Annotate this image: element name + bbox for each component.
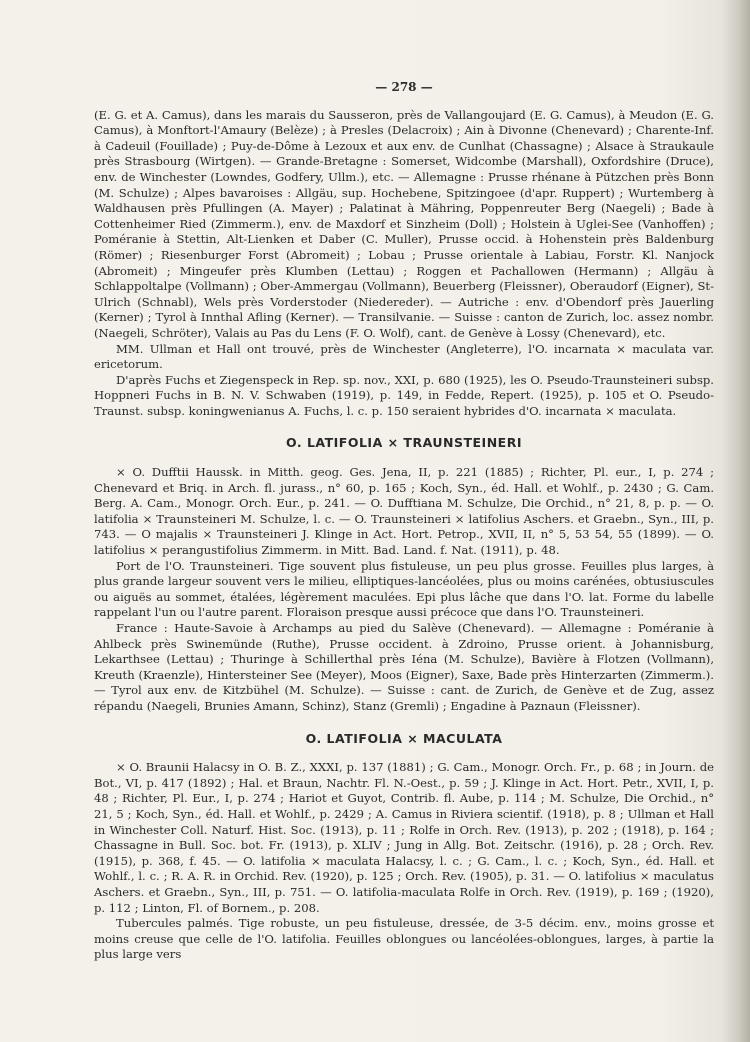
paragraph-distribution: (E. G. et A. Camus), dans les marais du Sausseron, près de Vallangoujard (E. G. Camus), à Meudon (E. G. Camus), à Monftort-l'Amaury (Belèze) ; à Presles (Delacroix) ; Ain à Divonne (Chenevard) ; Charente-Inf. à Cadeuil (Fouillade) ; Puy-de-Dôme à Lezoux et aux env. de Cunlhat (Chassagne) ; Alsace à Straukaule près Strasbourg (Wirtgen). — Grande-Bretagne : Somerset, Widcombe (Marshall), Oxfordshire (Druce), env. de Winchester (Lowndes, Godfery, Ullm.), etc. — Allemagne : Prusse rhénane à Pützchen près Bonn (M. Schulze) ; Alpes bavaroises : Allgäu, sup. Hochebene, Spitzingoee (d'apr. Ruppert) ; Wurtemberg à Waldhausen près Pfullingen (A. Mayer) ; Palatinat à Mähring, Poppenreuter Berg (Naegeli) ; Bade à Cottenheimer Ried (Zimmerm.), env. de Maxdorf et Sinzheim (Doll) ; Holstein à Uglei-See (Vanhoffen) ; Poméranie à Stettin, Alt-Lienken et Daber (C. Muller), Prusse occid. à Hohenstein près Baldenburg (Römer) ; Riesenburger Forst (Abromeit) ; Lobau ; Prusse orientale à Labiau, Forstr. Kl. Nanjock (Abromeit) ; Mingeufer près Klumben (Lettau) ; Roggen et Pachallowen (Hermann) ; Allgäu à Schlappoltalpe (Vollmann) ; Ober-Ammergau (Vollmann), Beuerberg (Fleissner), Oberaudorf (Eigner), St-Ulrich (Schnabl), Wels près Vorderstoder (Niedereder). — Autriche : env. d'Obendorf près Jauerling (Kerner) ; Tyrol à Innthal Afling (Kerner). — Transilvanie. — Suisse : canton de Zurich, loc. assez nombr. (Naegeli, Schröter), Valais au Pas du Lens (F. O. Wolf), cant. de Genève à Lossy (Chenevard), etc. <box>94 107 714 340</box>
paragraph-fuchs-ziegenspeck: D'après Fuchs et Ziegenspeck in Rep. sp. nov., XXI, p. 680 (1925), les O. Pseudo-Traunsteineri subsp. Hoppneri Fuchs in B. N. V. Schwaben (1919), p. 149, in Fedde, Repert. (1925), p. 105 et O. Pseudo-Traunst. subsp. koningwenianus A. Fuchs, l. c. p. 150 seraient hybrides d'O. incarnata × maculata. <box>94 372 714 418</box>
paragraph-description-braunii: Tubercules palmés. Tige robuste, un peu fistuleuse, dressée, de 3-5 décim. env., moins grosse et moins creuse que celle de l'O. latifolia. Feuilles oblongues ou lancéolées-oblongues, larges, à partie la plus large vers <box>94 916 714 962</box>
page-edge-shadow <box>722 0 750 1042</box>
page-content <box>94 80 714 963</box>
page-number: — 278 — <box>375 80 433 94</box>
paragraph-distribution-dufftii: France : Haute-Savoie à Archamps au pied du Salève (Chenevard). — Allemagne : Poméranie à Ahlbeck près Swinemünde (Ruthe), Prusse occident. à Zdroino, Prusse orient. à Johannisburg, Lekarthsee (Lettau) ; Thuringe à Schillerthal près Iéna (M. Schulze), Bavière à Flotzen (Vollmann), Kreuth (Kraenzle), Hintersteiner See (Meyer), Moos (Eigner), Saxe, Bade près Hinterzarten (Zimmerm.). — Tyrol aux env. de Kitzbühel (M. Schulze). — Suisse : cant. de Zurich, de Genève et de Zug, assez répandu (Naegeli, Brunies Amann, Schinz), Stanz (Gremli) ; Engadine à Paznaun (Fleissner). <box>94 621 714 713</box>
paragraph-description-dufftii: Port de l'O. Traunsteineri. Tige souvent plus fistuleuse, un peu plus grosse. Feuilles plus larges, à plus grande largeur souvent vers le milieu, elliptiques-lancéolées, plus ou moins carénées, obtusiuscules ou aiguës au sommet, étalées, légèrement maculées. Epi plus lâche que dans l'O. lat. Forme du labelle rappelant l'un ou l'autre parent. Floraison presque aussi précoce que dans l'O. Traunsteineri. <box>94 558 714 620</box>
section-heading-latifolia-maculata: O. LATIFOLIA × MACULATA <box>305 730 503 746</box>
paragraph-ullman-hall: MM. Ullman et Hall ont trouvé, près de Winchester (Angleterre), l'O. incarnata × maculata var. ericetorum. <box>94 341 714 372</box>
paragraph-synonymy-braunii: × O. Braunii Halacsy in O. B. Z., XXXI, p. 137 (1881) ; G. Cam., Monogr. Orch. Fr., p. 68 ; in Journ. de Bot., VI, p. 417 (1892) ; Hal. et Braun, Nachtr. Fl. N.-Oest., p. 59 ; J. Klinge in Act. Hort. Petr., XVII, I, p. 48 ; Richter, Pl. Eur., I, p. 274 ; Hariot et Guyot, Contrib. fl. Aube, p. 114 ; M. Schulze, Die Orchid., n° 21, 5 ; Koch, Syn., éd. Hall. et Wohlf., p. 2429 ; A. Camus in Riviera scientif. (1918), p. 8 ; Ullman et Hall in Winchester Coll. Naturf. Hist. Soc. (1913), p. 11 ; Rolfe in Orch. Rev. (1913), p. 202 ; (1918), p. 164 ; Chassagne in Bull. Soc. bot. Fr. (1913), p. XLIV ; Jung in Allg. Bot. Zeitschr. (1916), p. 28 ; Orch. Rev. (1915), p. 368, f. 45. — O. latifolia × maculata Halacsy, l. c. ; G. Cam., l. c. ; Koch, Syn., éd. Hall. et Wohlf., l. c. ; R. A. R. in Orchid. Rev. (1920), p. 125 ; Orch. Rev. (1905), p. 31. — O. latifolius × maculatus Aschers. et Graebn., Syn., III, p. 751. — O. latifolia-maculata Rolfe in Orch. Rev. (1919), p. 169 ; (1920), p. 112 ; Linton, Fl. of Bornem., p. 208. <box>94 760 714 915</box>
section-heading-latifolia-traunsteineri: O. LATIFOLIA × TRAUNSTEINERI <box>286 435 522 451</box>
paragraph-synonymy-dufftii: × O. Dufftii Haussk. in Mitth. geog. Ges. Jena, II, p. 221 (1885) ; Richter, Pl. eur., I, p. 274 ; Chenevard et Briq. in Arch. fl. jurass., n° 60, p. 165 ; Koch, Syn., éd. Hall. et Wohlf., p. 2430 ; G. Cam. Berg. A. Cam., Monogr. Orch. Eur., p. 241. — O. Dufftiana M. Schulze, Die Orchid., n° 21, 8, p. p. — O. latifolia × Traunsteineri M. Schulze, l. c. — O. Traunsteineri × latifolius Aschers. et Graebn., Syn., III, p. 743. — O majalis × Traunsteineri J. Klinge in Act. Hort. Petrop., XVII, II, n° 5, 53 54, 55 (1899). — O. latifolius × perangustifolius Zimmerm. in Mitt. Bad. Land. f. Nat. (1911), p. 48. <box>94 465 714 558</box>
